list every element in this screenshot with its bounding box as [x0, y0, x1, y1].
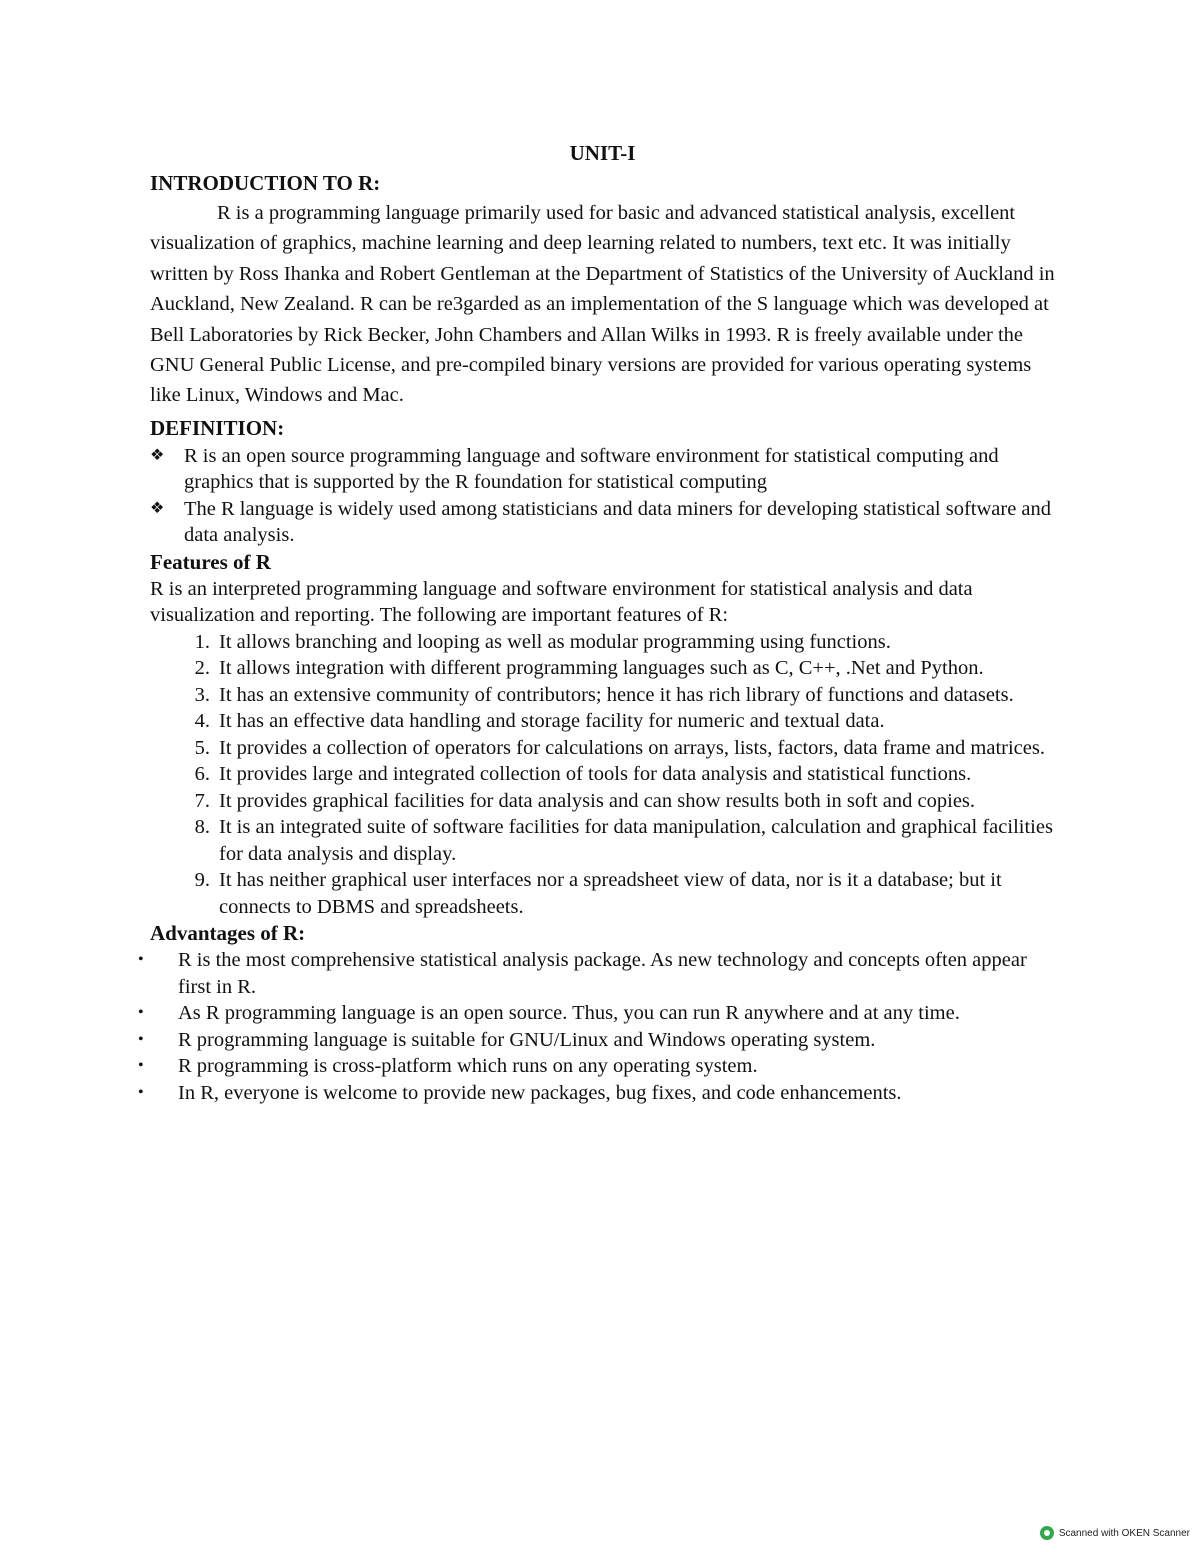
feature-number: 6.: [194, 763, 210, 786]
feature-text: It provides graphical facilities for data analysis and can show results both in soft and copies.: [219, 789, 976, 812]
feature-number: 8.: [194, 816, 210, 839]
advantage-text: As R programming language is an open source. Thus, you can run R anywhere and at any time.: [178, 1002, 960, 1025]
feature-item: [150, 735, 1055, 762]
feature-item: [150, 682, 1055, 709]
feature-item: [150, 814, 1055, 867]
feature-item: [150, 629, 1055, 656]
feature-number: 4.: [194, 710, 210, 733]
feature-number: 3.: [194, 683, 210, 706]
feature-number: 9.: [194, 869, 210, 892]
feature-item: [150, 761, 1055, 788]
intro-paragraph: R is a programming language primarily used for basic and advanced statistical analysis, excellent visualization of graphics, machine learning and deep learning related to numbers, text etc. It was initially written by Ross Ihanka and Robert Gentleman at the Department of Statistics of the University of Auckland in Auckland, New Zealand. R can be re3garded as an implementation of the S language which was developed at Bell Laboratories by Rick Becker, John Chambers and Allan Wilks in 1993. R is freely available under the GNU General Public License, and pre-compiled binary versions are provided for various operating systems like Linux, Windows and Mac.: [150, 202, 1055, 407]
advantages-heading: Advantages of R:: [150, 921, 306, 946]
definition-item-text: The R language is widely used among statisticians and data miners for developing statistical software and data analysis.: [184, 497, 1052, 547]
advantage-text: In R, everyone is welcome to provide new packages, bug fixes, and code enhancements.: [178, 1081, 902, 1104]
bullet-dot-icon: •: [138, 1057, 144, 1075]
definition-heading: DEFINITION:: [150, 415, 285, 440]
feature-item: [150, 708, 1055, 735]
definition-item: [150, 443, 1055, 496]
bullet-dot-icon: •: [138, 1083, 144, 1101]
features-list: [150, 629, 1055, 921]
scanner-watermark-text: Scanned with OKEN Scanner: [1058, 1527, 1190, 1539]
scanner-watermark: [1040, 1526, 1190, 1540]
advantages-list: [138, 947, 1055, 1106]
features-heading: Features of R: [150, 549, 271, 574]
feature-text: It has neither graphical user interfaces nor a spreadsheet view of data, nor is it a database; but it connects to DBMS and spreadsheets.: [219, 869, 1002, 918]
advantage-item: [138, 1053, 1055, 1080]
advantage-item: [138, 947, 1055, 1000]
features-paragraph: R is an interpreted programming language and software environment for statistical analysis and data visualization and reporting. The following are important features of R:: [150, 577, 973, 627]
feature-number: 5.: [194, 736, 210, 759]
bullet-dot-icon: •: [138, 1030, 144, 1048]
feature-text: It is an integrated suite of software facilities for data manipulation, calculation and graphical facilities for data analysis and display.: [219, 816, 1053, 865]
feature-text: It allows branching and looping as well as modular programming using functions.: [219, 630, 891, 653]
advantage-text: R is the most comprehensive statistical analysis package. As new technology and concepts often appear first in R.: [178, 949, 1027, 998]
advantage-item: [138, 1027, 1055, 1054]
definition-list: [150, 443, 1055, 549]
feature-number: 7.: [194, 789, 210, 812]
advantage-text: R programming language is suitable for GNU/Linux and Windows operating system.: [178, 1028, 876, 1051]
unit-title: UNIT-I: [569, 141, 636, 165]
advantage-text: R programming is cross-platform which runs on any operating system.: [178, 1055, 758, 1078]
intro-heading: INTRODUCTION TO R:: [150, 171, 381, 195]
document-page: [138, 138, 1055, 1106]
advantage-item: [138, 1000, 1055, 1027]
bullet-dot-icon: •: [138, 1004, 144, 1022]
feature-item: [150, 867, 1055, 920]
advantage-item: [138, 1080, 1055, 1107]
feature-text: It allows integration with different programming languages such as C, C++, .Net and Python.: [219, 657, 984, 680]
diamond-bullet-icon: ❖: [150, 446, 165, 464]
feature-text: It has an effective data handling and storage facility for numeric and textual data.: [219, 710, 885, 733]
definition-item: [150, 496, 1055, 549]
feature-item: [150, 655, 1055, 682]
feature-number: 1.: [194, 630, 210, 653]
oken-scanner-logo-icon: [1040, 1526, 1054, 1540]
definition-item-text: R is an open source programming language and software environment for statistical computing and graphics that is supported by the R foundation for statistical computing: [184, 444, 999, 494]
feature-item: [150, 788, 1055, 815]
feature-number: 2.: [194, 657, 210, 680]
bullet-dot-icon: •: [138, 951, 144, 969]
diamond-bullet-icon: ❖: [150, 499, 165, 517]
feature-text: It has an extensive community of contributors; hence it has rich library of functions and datasets.: [219, 683, 1014, 706]
feature-text: It provides a collection of operators for calculations on arrays, lists, factors, data frame and matrices.: [219, 736, 1045, 759]
feature-text: It provides large and integrated collection of tools for data analysis and statistical functions.: [219, 763, 972, 786]
